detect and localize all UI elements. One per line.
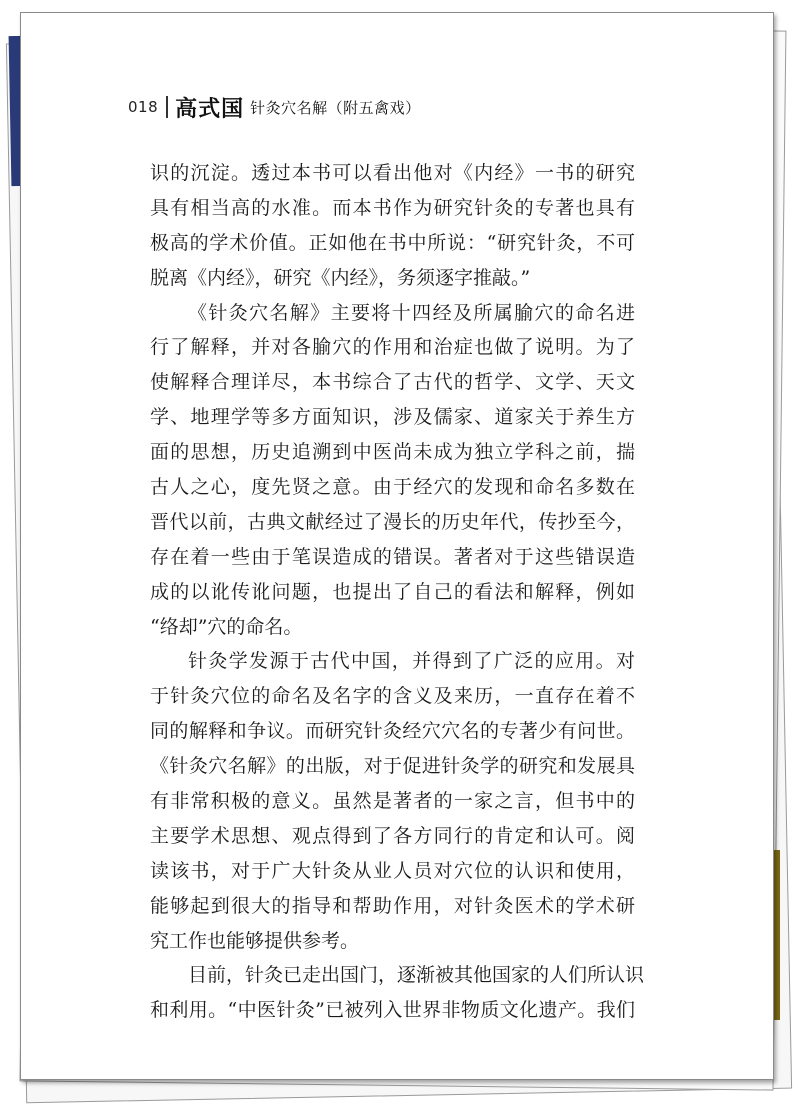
text-line: 和利用。“中医针灸”已被列入世界非物质文化遗产。我们 bbox=[150, 999, 635, 1022]
text-line: 古人之心，度先贤之意。由于经穴的发现和命名多数在 bbox=[150, 476, 635, 499]
text-line: 成的以讹传讹问题，也提出了自己的看法和解释，例如 bbox=[150, 580, 635, 603]
text-line: 主要学术思想、观点得到了各方同行的肯定和认可。阅 bbox=[150, 824, 635, 847]
text-line: 识的沉淀。透过本书可以看出他对《内经》一书的研究 bbox=[150, 162, 635, 184]
text-line: 《针灸穴名解》的出版，对于促进针灸学的研究和发展具 bbox=[150, 755, 635, 778]
text-line: 有非常积极的意义。虽然是著者的一家之言，但书中的 bbox=[150, 790, 635, 813]
text-line: 存在着一些由于笔误造成的错误。著者对于这些错误造 bbox=[150, 545, 635, 568]
text-line: 读该书，对于广大针灸从业人员对穴位的认识和使用， bbox=[150, 859, 635, 882]
header-divider bbox=[166, 96, 168, 118]
text-line: 脱离《内经》，研究《内经》，务须逐字推敲。” bbox=[150, 266, 531, 289]
text-line: 极高的学术价值。正如他在书中所说：“研究针灸，不可 bbox=[150, 231, 635, 254]
text-line: 使解释合理详尽，本书综合了古代的哲学、文学、天文 bbox=[150, 371, 635, 394]
text-line: 面的思想，历史追溯到中医尚未成为独立学科之前，揣 bbox=[150, 441, 635, 464]
text-line: 究工作也能够提供参考。 bbox=[150, 929, 360, 952]
text-line: 于针灸穴位的命名及名字的含义及来历，一直存在着不 bbox=[150, 685, 635, 708]
running-header bbox=[128, 92, 421, 122]
text-line: 具有相当高的水准。而本书作为研究针灸的专著也具有 bbox=[150, 196, 635, 219]
body-text bbox=[150, 156, 645, 1028]
text-line: 同的解释和争议。而研究针灸经穴穴名的专著少有问世。 bbox=[150, 720, 635, 743]
text-line: “络却”穴的命名。 bbox=[150, 615, 303, 638]
header-author: 高式国 bbox=[175, 95, 245, 122]
text-line: 晋代以前，古典文献经过了漫长的历史年代，传抄至今， bbox=[150, 510, 635, 533]
text-line: 学、地理学等多方面知识，涉及儒家、道家关于养生方 bbox=[150, 406, 635, 429]
text-line: 行了解释，并对各腧穴的作用和治症也做了说明。为了 bbox=[150, 336, 635, 359]
text-line: 《针灸穴名解》主要将十四经及所属腧穴的命名进 bbox=[188, 301, 635, 324]
text-line: 能够起到很大的指导和帮助作用，对针灸医术的学术研 bbox=[150, 894, 635, 917]
text-line: 目前，针灸已走出国门，逐渐被其他国家的人们所认识 bbox=[188, 964, 645, 987]
text-line: 针灸学发源于古代中国，并得到了广泛的应用。对 bbox=[188, 650, 635, 673]
header-book-title: 针灸穴名解（附五禽戏） bbox=[250, 98, 421, 117]
page-number: 018 bbox=[128, 98, 159, 116]
